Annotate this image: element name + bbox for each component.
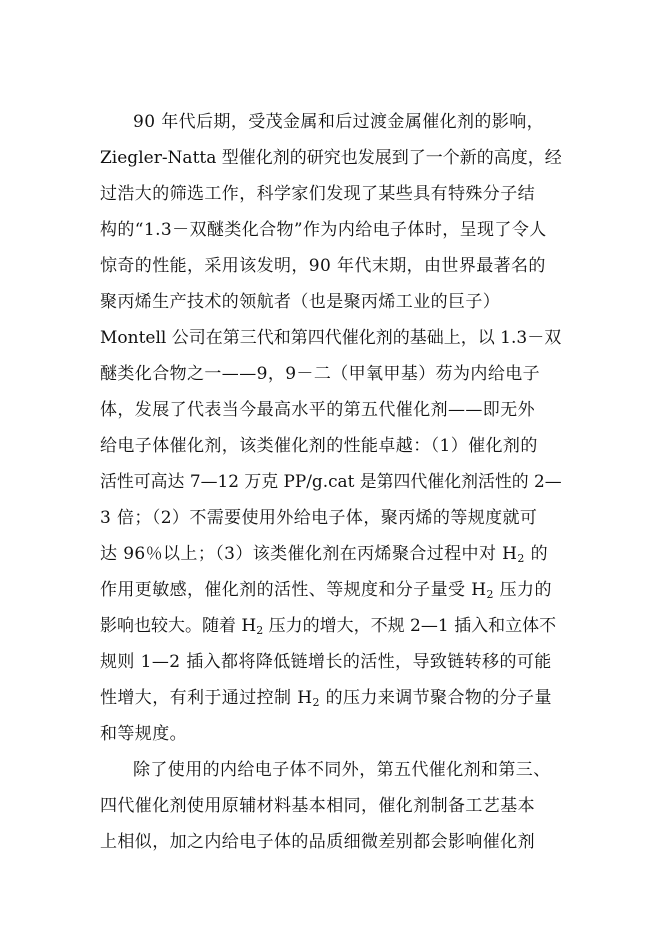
subscript: 2 [256, 624, 264, 637]
paragraph-1-line-1: 90 年代后期，受茂金属和后过渡金属催化剂的影响， [133, 112, 545, 132]
subscript: 2 [486, 588, 494, 601]
text-segment: 压力的增大，不规 2—1 插入和立体不 [263, 616, 557, 636]
paragraph-1-line-9: 体，发展了代表当今最高水平的第五代催化剂——即无外 [100, 400, 535, 420]
text-segment: 作用更敏感，催化剂的活性、等规度和分子量受 H [100, 580, 487, 600]
paragraph-1-line-17 [100, 686, 562, 710]
paragraph-1-line-11: 活性可高达 7—12 万克 PP/g.cat 是第四代催化剂活性的 2— [100, 472, 562, 492]
paragraph-1-line-16: 规则 1—2 插入都将降低链增长的活性，导致链转移的可能 [100, 652, 552, 672]
paragraph-1-line-7: Montell 公司在第三代和第四代催化剂的基础上，以 1.3－双 [100, 328, 562, 348]
text-segment: 达 96％以上；（3）该类催化剂在丙烯聚合过程中对 H [100, 544, 518, 564]
text-segment: 的压力来调节聚合物的分子量 [319, 688, 552, 708]
paragraph-2-line-3: 上相似，加之内给电子体的品质细微差别都会影响催化剂 [100, 832, 535, 852]
text-segment: 性增大，有利于通过控制 H [100, 688, 313, 708]
paragraph-1-line-15 [100, 614, 562, 638]
paragraph-1-line-8: 醚类化合物之一——9，9－二（甲氧甲基）芴为内给电子 [100, 364, 541, 384]
text-segment: 压力的 [493, 580, 552, 600]
paragraph-2-line-2: 四代催化剂使用原辅材料基本相同，催化剂制备工艺基本 [100, 796, 535, 816]
text-segment: 的 [524, 544, 549, 564]
subscript: 2 [517, 552, 525, 565]
paragraph-1-line-3: 过浩大的筛选工作，科学家们发现了某些具有特殊分子结 [100, 184, 535, 204]
paragraph-2-line-1: 除了使用的内给电子体不同外，第五代催化剂和第三、 [133, 760, 551, 780]
paragraph-1-line-18: 和等规度。 [100, 724, 187, 744]
paragraph-1-line-4: 构的“1.3－双醚类化合物”作为内给电子体时，呈现了令人 [100, 220, 547, 240]
subscript: 2 [312, 696, 320, 709]
paragraph-1-line-2: Ziegler-Natta 型催化剂的研究也发展到了一个新的高度，经 [100, 148, 562, 168]
text-segment: 影响也较大。随着 H [100, 616, 257, 636]
paragraph-1-line-14 [100, 578, 562, 602]
paragraph-1-line-12: 3 倍；（2）不需要使用外给电子体，聚丙烯的等规度就可 [100, 508, 538, 528]
paragraph-1-line-13 [100, 542, 562, 566]
paragraph-1-line-5: 惊奇的性能，采用该发明，90 年代末期，由世界最著名的 [100, 256, 546, 276]
paragraph-1-line-6: 聚丙烯生产技术的领航者（也是聚丙烯工业的巨子） [100, 292, 501, 312]
paragraph-1-line-10: 给电子体催化剂，该类催化剂的性能卓越：（1）催化剂的 [100, 436, 538, 456]
